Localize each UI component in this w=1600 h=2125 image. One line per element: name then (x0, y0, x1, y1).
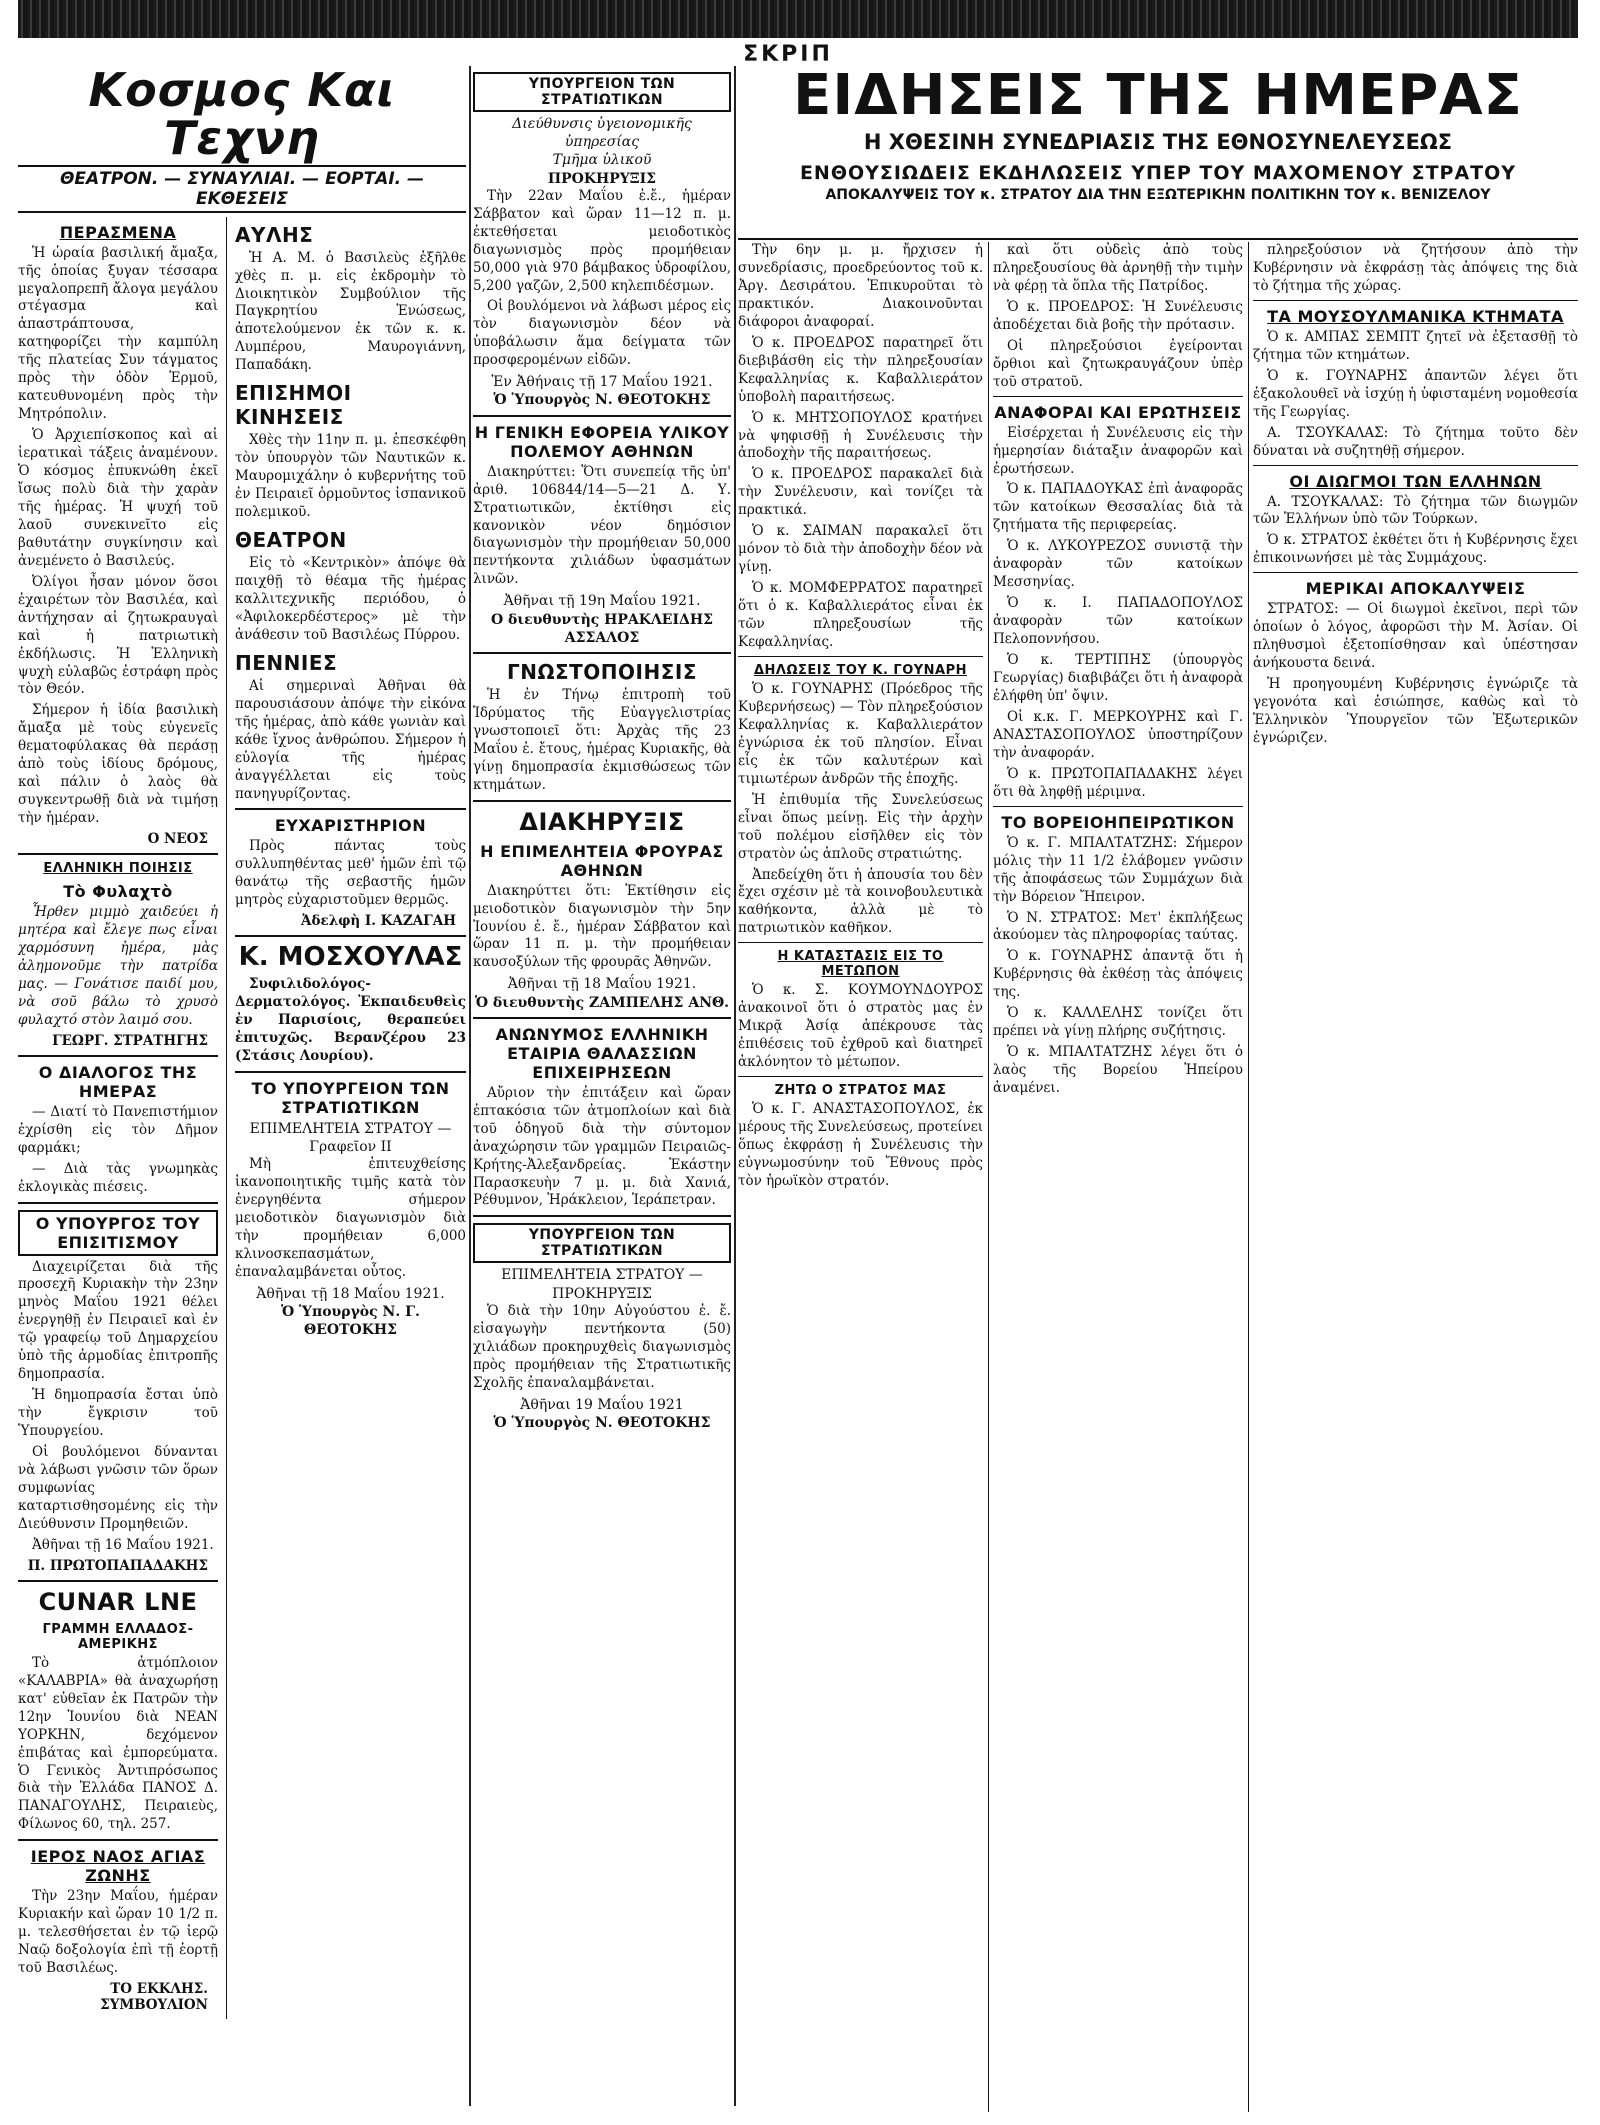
article-paragraph: Ὁ κ. ΜΗΤΣΟΠΟΥΛΟΣ κρατήνει νὰ ψηφισθῇ ἡ Συνέλευσις τὴν ἀποδοχὴν τῆς παραιτήσεως. (738, 409, 983, 462)
aulis-title: ΑΥΛΗΣ (235, 222, 314, 247)
strat-subtitle-2: ΕΠΙΜΕΛΗΤΕΙΑ ΣΤΡΑΤΟΥ — Γραφεῖον ΙΙ (249, 1121, 452, 1156)
diak-text: Διακηρύττει ὅτι: Ἐκτίθησιν εἰς μειοδοτικὸν διαγωνισμὸν τὴν 5ην Ἰουνίου ἐ. ἔ., ἡμέραν Σάββατον καὶ ὥραν 11 π. μ. τὴν προμήθειαν καυσοξύλων τῆς φρουρᾶς Ἀθηνῶν. (473, 882, 731, 971)
strat-text: Ὁ διὰ τὴν 10ην Αὐγούστου ἐ. ἔ. εἰσαγωγὴν πεντήκοντα (50) χιλιάδων προκηρυχθεὶς διαγωνισμὸς πρὸς προμήθειαν τῆς Στρατιωτικῆς Σχολῆς ἐπαναλαμβάνεται. (473, 1302, 731, 1391)
anafora-paragraph: Ὁ κ. ΠΑΠΑΔΟΥΚΑΣ ἐπὶ ἀναφορᾶς τῶν κατοίκων Θεσσαλίας διὰ τὰ ζητήματα τῆς περιφερείας. (993, 481, 1243, 534)
ministry-signature: Π. ΠΡΩΤΟΠΑΠΑΔΑΚΗΣ (27, 1557, 208, 1574)
diogmoi-title: ΟΙ ΔΙΩΓΜΟΙ ΤΩΝ ΕΛΛΗΝΩΝ (1289, 471, 1542, 491)
anafora-paragraph: Ὁ κ. ΠΡΩΤΟΠΑΠΑΔΑΚΗΣ λέγει ὅτι θὰ ληφθῇ μέριμνα. (993, 765, 1243, 800)
zito-text: Ὁ κ. Γ. ΑΝΑΣΤΑΣΟΠΟΥΛΟΣ, ἐκ μέρους τῆς Συνελεύσεως, προτείνει ὅπως ἐκφράσῃ ἡ Συνέλευσις τὴν εὐγνωμοσύνην τοῦ Ἔθνους πρὸς τὸν ἡρωϊκὸν στρατόν. (738, 1101, 983, 1189)
article-col-a (738, 242, 983, 2112)
main-headline-block (738, 66, 1578, 244)
gounaris-paragraph: Ὁ κ. ΓΟΥΝΑΡΗΣ (Πρόεδρος τῆς Κυβερνήσεως) — Τὸν πληρεξούσιον Κεφαλληνίας κ. Καβαλλιεράτον ἐγνώρισα ἐκ τοῦ πλησίον. Εἶναι εἷς ἐκ τῶν καλυτέρων καὶ τιμιωτέρων ἀνδρῶν τῆς ἐποχῆς. (738, 680, 983, 787)
gounaris-title: ΔΗΛΩΣΕΙΣ ΤΟΥ Κ. ΓΟΥΝΑΡΗ (753, 662, 968, 678)
article-paragraph: Ὁ κ. ΠΡΟΕΔΡΟΣ: Ἡ Συνέλευσις ἀποδέχεται διὰ βοῆς τὴν πρότασιν. (993, 298, 1243, 333)
diak-title: ΔΙΑΚΗΡΥΞΙΣ (519, 807, 685, 836)
past-paragraph: Ἡ ὡραία βασιλική ἄμαξα, τῆς ὁποίας ξυγαν τέσσαρα μεγαλοπρεπῆ ἄλογα μεγάλου στέγασμα καὶ ἀπαστράπτουσα, κατηφορίζει τὴν καμπύλη τῆς πλατείας Συν τάγματος πρὸς τὴν ὁδὸν Ἑρμοῦ, κατευθυνομένη πρὸς τὴν Μητρόπολιν. (18, 244, 218, 423)
anafora-title: ΑΝΑΦΟΡΑΙ ΚΑΙ ΕΡΩΤΗΣΕΙΣ (994, 402, 1242, 422)
dialog-line: — Διὰ τὰς γνωμηκὰς ἐκλογικὰς πιέσεις. (18, 1160, 218, 1195)
front-text: Ὁ κ. Σ. ΚΟΥΜΟΥΝΔΟΥΡΟΣ ἀνακοινοῖ ὅτι ὁ στρατὸς μας ἐν Μικρᾷ Ἀσίᾳ ἀπέκρουσε τὰς ἐπιθέσεις τοῦ ἐχθροῦ καὶ διατηρεῖ ἀκλόνητον τὸ μέτωπον. (738, 982, 983, 1071)
aulis-text: Ἡ Α. Μ. ὁ Βασιλεὺς ἐξῆλθε χθὲς π. μ. εἰς ἐκδρομὴν τὸ Διοικητικὸν Συμβούλιον τῆς Παγκρητίου Ἑνώσεως, ἀποτελούμενον ἐκ τῶν κ. κ. Λυμπέρου, Μαυρογιάννη, Παπαδάκη. (235, 249, 466, 374)
ephoria-title: Η ΓΕΝΙΚΗ ΕΦΟΡΕΙΑ ΥΛΙΚΟΥ ΠΟΛΕΜΟΥ ΑΘΗΝΩΝ (474, 422, 730, 461)
article-col-c (1253, 242, 1578, 2112)
theatre-text: Εἰς τὸ «Κεντρικὸν» ἀπόψε θὰ παιχθῇ τὸ θέαμα τῆς ἡμέρας καλλιτεχνικῆς περιόδου, ὁ «Ἀφιλοκερδέστερος» μὲ τὴν ἀνάθεσιν τοῦ Βασιλέως Πύρρου. (235, 555, 466, 643)
merikai-title: ΜΕΡΙΚΑΙ ΑΠΟΚΑΛΥΨΕΙΣ (1305, 579, 1526, 599)
anafora-paragraph: Ὁ κ. ΛΥΚΟΥΡΕΖΟΣ συνιστᾷ τὴν ἀναφορὰν τῶν κατοίκων Μεσσηνίας. (993, 538, 1243, 591)
strat-date: Ἀθῆναι 19 Μαΐου 1921 (520, 1396, 684, 1413)
article-paragraph: Ὁ κ. ΜΟΜΦΕΡΡΑΤΟΣ παρατηρεῖ ὅτι ὁ κ. Καβαλλιεράτος εἶναι ἐκ τῶν πληρεξουσίων τῆς Κεφαλληνίας. (738, 580, 983, 651)
ann-text: Τὴν 22αν Μαΐου ἐ.ἔ., ἡμέραν Σάββατον καὶ ὥραν 11—12 π. μ. ἐκτεθήσεται μειοδοτικὸς διαγωνισμὸς πρὸς προμήθειαν 50,000 γιὰ 970 βάμβακος ὑδροφίλου, 5,200 γαζῶν, 2,500 κηλεπιδέσμων. (473, 187, 731, 294)
voreio-paragraph: Ὁ κ. ΓΟΥΝΑΡΗΣ ἀπαντᾷ ὅτι ἡ Κυβέρνησις θὰ ἐκθέσῃ τὰς ἀπόψεις της. (993, 948, 1243, 1001)
paper-masthead: ΣΚΡΙΠ (743, 42, 833, 67)
diogmoi-paragraph: Ὁ κ. ΣΤΡΑΤΟΣ ἐκθέτει ὅτι ἡ Κυβέρνησις ἔχει ἐπικοινωνήσει μὲ τὰς Συμμάχους. (1253, 532, 1578, 567)
strat-subtitle: ΕΠΙΜΕΛΗΤΕΙΑ ΣΤΡΑΤΟΥ — ΠΡΟΚΗΡΥΞΙΣ (501, 1267, 703, 1302)
ann-signature: Ὁ Ὑπουργὸς Ν. ΘΕΟΤΟΚΗΣ (493, 392, 711, 409)
diogmoi-paragraph: Α. ΤΣΟΥΚΑΛΑΣ: Τὸ ζήτημα τῶν διωγμῶν τῶν Ἑλλήνων ὑπὸ τῶν Τούρκων. (1253, 493, 1578, 528)
poem-text: Ἦρθεν μιμμὸ χαιδεύει ἡ μητέρα καὶ ἔλεγε πως εἶναι χαρμόσυνη ἡμέρα, μὰς ἀλημονοῦμε τὴν πατρίδα μας. — Γονάτισε παιδί μου, νὰ σοῦ βάλω τὸ χρυσὸ φυλαχτό στὸν λαιμό σου. (18, 904, 218, 1028)
article-paragraph: Ὁ κ. ΠΡΟΕΔΡΟΣ παρακαλεῖ διὰ τὴν Συνέλευσιν, καὶ τονίζει τὰ πρακτικά. (738, 466, 983, 519)
gounaris-paragraph: Ἀπεδείχθη ὅτι ἡ ἀπουσία του δὲν ἔχει σχέσιν μὲ τὰ κοινοβουλευτικὰ καθήκοντα, ἀλλὰ μὲ τὸ πατριωτικὸν καθῆκον. (738, 866, 983, 937)
article-paragraph: Ὁ κ. ΠΡΟΕΔΡΟΣ παρατηρεῖ ὅτι διεβιβάσθη εἰς τὴν πληρεξουσίαν Κεφαλληνίας κ. Καβαλλιεράτον ὑποβολὴ παραιτήσεως. (738, 334, 983, 405)
kosmos-subtitle: ΘΕΑΤΡΟΝ. — ΣΥΝΑΥΛΙΑΙ. — ΕΟΡΤΑΙ. — ΕΚΘΕΣΕΙΣ (18, 167, 466, 213)
past-paragraph: Σήμερον ἡ ἰδία βασιλικὴ ἄμαξα μὲ τοὺς εὐγενεῖς θεματοφύλακας θὰ περάσῃ ἀπὸ τοὺς ἰδίους δρόμους, καὶ πάλιν ὁ λαὸς θὰ συγκεντρωθῇ διὰ νὰ τιμήσῃ τὴν ἡμέραν. (18, 702, 218, 827)
church-text: Τὴν 23ην Μαΐου, ἡμέραν Κυριακήν καὶ ὥραν 10 1/2 π. μ. τελεσθήσεται ἐν τῷ ἱερῷ Ναῷ δοξολογία ἐπὶ τῇ ἑορτῇ τοῦ Βασιλέως. (18, 1888, 218, 1977)
zito-title: ΖΗΤΩ Ο ΣΤΡΑΤΟΣ ΜΑΣ (774, 1083, 947, 1099)
diak-date: Ἀθῆναι τῇ 18 Μαΐου 1921. (507, 976, 697, 993)
gounaris-paragraph: Ἡ ἐπιθυμία τῆς Συνελεύσεως εἶναι ὅπως μείνῃ. Εἰς τὴν ἀρχὴν τοῦ πολέμου εἰσῆλθεν εἰς τὸν στρατὸν ὡς ἁπλοῦς στρατιώτης. (738, 791, 983, 862)
anafora-paragraph: Ὁ κ. ΤΕΡΤΙΠΗΣ (ὑπουργὸς Γεωργίας) διαβιβάζει ὅτι ἡ ἀναφορὰ ἐλήφθη ὑπ' ὄψιν. (993, 652, 1243, 704)
anafora-paragraph: Εἰσέρχεται ἡ Συνέλευσις εἰς τὴν ἡμερησίαν διάταξιν ἀναφορῶν καὶ ἐρωτήσεων. (993, 424, 1243, 477)
news-text: Αἱ σημεριναὶ Ἀθῆναι θὰ παρουσιάσουν ἀπόψε τὴν εἰκόνα τῆς ἡμέρας, ἀπὸ κάθε γωνιὰν καὶ κάθε ἴχνος ἀνθρώπου. Σήμερον ἡ εὐλογία τῆς ἡμέρας ἀναγγέλλεται εἰς τοὺς πανηγυρίζοντας. (235, 677, 466, 802)
ann-title: ΥΠΟΥΡΓΕΙΟΝ ΤΩΝ ΣΤΡΑΤΙΩΤΙΚΩΝ (473, 72, 731, 112)
poem-title: Τὸ Φυλαχτὸ (63, 882, 173, 902)
diak-subtitle: Η ΕΠΙΜΕΛΗΤΕΙΑ ΦΡΟΥΡΑΣ ΑΘΗΝΩΝ (480, 841, 724, 880)
official-text: Χθὲς τὴν 11ην π. μ. ἐπεσκέφθη τὸν ὑπουργὸν τῶν Ναυτικῶν κ. Μαυρομιχάλην ὁ κυβερνήτης τοῦ ἐν Πειραιεῖ ὁρμοῦντος ἰσπανικοῦ πολεμικοῦ. (235, 432, 466, 521)
diak-signature: Ὁ διευθυντὴς ΖΑΜΠΕΛΗΣ ΑΝΘ. (474, 994, 730, 1011)
article-paragraph: καὶ ὅτι οὐδεὶς ἀπὸ τοὺς πληρεξουσίους θὰ ἀρνηθῇ τὴν τιμὴν νὰ φέρῃ τὰ ὅπλα τῆς Πατρίδος. (993, 242, 1243, 294)
voreio-paragraph: Ὁ κ. ΚΑΛΛΕΛΗΣ τονίζει ὅτι πρέπει νὰ γίνῃ πλήρης συζήτησις. (993, 1005, 1243, 1040)
voreio-paragraph: Ὁ Ν. ΣΤΡΑΤΟΣ: Μετ' ἐκπλήξεως ἀκούομεν τὰς πληροφορίας ταύτας. (993, 909, 1243, 944)
ephoria-date: Ἀθῆναι τῇ 19η Μαΐου 1921. (503, 593, 701, 610)
poem-signature: ΓΕΩΡΓ. ΣΤΡΑΤΗΓΗΣ (52, 1032, 208, 1049)
voreio-paragraph: Ὁ κ. ΜΠΑΛΤΑΤΖΗΣ λέγει ὅτι ὁ λαὸς τῆς Βορείου Ἠπείρου ἀναμένει. (993, 1044, 1243, 1097)
past-title: ΠΕΡΑΣΜΕΝΑ (59, 222, 177, 242)
cunar-text: Τὸ ἀτμόπλοιον «ΚΑΛΑΒΡΙΑ» θὰ ἀναχωρήσῃ κατ' εὐθεῖαν ἐκ Πατρῶν τὴν 12ην Ἰουνίου διὰ ΝΕΑΝ ΥΟΡΚΗΝ, δεχόμενον ἐπιβάτας καὶ ἐμπορεύματα. Ὁ Γενικὸς Ἀντιπρόσωπος διὰ τὴν Ἑλλάδα ΠΑΝΟΣ Δ. ΠΑΝΑΓΟΥΛΗΣ, Πειραιεὺς, Φίλωνος 60, τηλ. 257. (18, 1654, 218, 1833)
top-scan-band (18, 0, 1578, 38)
church-signature: ΤΟ ΕΚΚΛΗΣ. ΣΥΜΒΟΥΛΙΟΝ (100, 1981, 208, 2014)
ad-name: Κ. ΜΟΣΧΟΥΛΑΣ (238, 942, 463, 973)
mousoulmanika-paragraph: Α. ΤΣΟΥΚΑΛΑΣ: Τὸ ζήτημα τοῦτο δὲν δύναται νὰ συζητηθῇ σήμερον. (1253, 424, 1578, 459)
strat-signature-2: Ὁ Ὑπουργὸς Ν. Γ. ΘΕΟΤΟΚΗΣ (281, 1304, 420, 1339)
eteria-title: ΑΝΩΝΥΜΟΣ ΕΛΛΗΝΙΚΗ ΕΤΑΙΡΙΑ ΘΑΛΑΣΣΙΩΝ ΕΠΙΧΕΙΡΗΣΕΩΝ (495, 1024, 709, 1082)
ministry-date: Ἀθῆναι τῇ 16 Μαΐου 1921. (32, 1536, 214, 1553)
anafora-paragraph: Οἱ κ.κ. Γ. ΜΕΡΚΟΥΡΗΣ καὶ Γ. ΑΝΑΣΤΑΣΟΠΟΥΛΟΣ ὑποστηρίζουν τὴν ἀναφοράν. (993, 708, 1243, 761)
ministry-paragraph: Ἡ δημοπρασία ἔσται ὑπὸ τὴν ἔγκρισιν τοῦ Ὑπουργείου. (18, 1387, 218, 1440)
mousoulmanika-paragraph: Ὁ κ. ΓΟΥΝΑΡΗΣ ἀπαντῶν λέγει ὅτι ἐξακολουθεῖ νὰ ἰσχύῃ ἡ ὑφισταμένη νομοθεσία τῆς Γεωργίας. (1253, 367, 1578, 420)
headline-sub-2: ΕΝΘΟΥΣΙΩΔΕΙΣ ΕΚΔΗΛΩΣΕΙΣ ΥΠΕΡ ΤΟΥ ΜΑΧΟΜΕΝΟΥ ΣΤΡΑΤΟΥ (799, 162, 1517, 184)
thanks-text: Πρὸς πάντας τοὺς συλλυπηθέντας μεθ' ἡμῶν ἐπὶ τῷ θανάτῳ τῆς σεβαστῆς ἡμῶν μητρὸς εὐχαριστοῦμεν θερμῶς. (235, 838, 466, 909)
church-title: ΙΕΡΟΣ ΝΑΟΣ ΑΓΙΑΣ ΖΩΝΗΣ (30, 1847, 206, 1886)
article-paragraph: Ὁ κ. ΣΑΙΜΑΝ παρακαλεῖ ὅτι μόνον τὸ διὰ τὴν ἀποδοχὴν δέον νὰ γίνῃ. (738, 523, 983, 576)
ad-text: Συφιλιδολόγος-Δερματολόγος. Ἐκπαιδευθεὶς ἐν Παρισίοις, θεραπεύει ἐπιτυχῶς. Βερανζέρου 23 (Στάσις Λουρίου). (235, 976, 466, 1065)
article-paragraph: Τὴν 6ην μ. μ. ἤρχισεν ἡ συνεδρίασις, προεδρεύοντος τοῦ κ. Ἀργ. Δεσιράτου. Ἐπικυροῦται τὸ πρακτικόν. Διακοινοῦνται διάφοροι ἀναφοραί. (738, 242, 983, 330)
ann-subtitle-2: Τμῆμα ὑλικοῦ (552, 152, 652, 169)
article-paragraph: πληρεξούσιον νὰ ζητήσουν ἀπὸ τὴν Κυβέρνησιν νὰ ἐκφράσῃ τὰς ἀπόψεις της διὰ τὸ ζήτημα τῆς χώρας. (1253, 242, 1578, 294)
kosmos-right-subcol (226, 217, 466, 2019)
past-paragraph: Ὁ Ἀρχιεπίσκοπος καὶ αἱ ἱερατικαὶ τάξεις ἀναμένουν. Ὁ κόσμος ἐπυκνώθη ἐκεῖ ἴσως πολὺ διὰ τὴν χαρὰν τῆς ἡμέρας. Ἡ ψυχή τοῦ λαοῦ συνεκινεῖτο εἰς βαθυτάτην συγκίνησιν καὶ ἀνεμένετο ὁ Βασιλεύς. (18, 427, 218, 569)
news-title: ΠΕΝΝΙΕΣ (235, 650, 338, 675)
ministry-paragraph: Οἱ βουλόμενοι δύνανται νὰ λάβωσι γνῶσιν τῶν ὅρων συμφωνίας καταρτισθησομένης εἰς τὴν Διεύθυνσιν Προμηθειῶν. (18, 1444, 218, 1532)
mousoulmanika-title: ΤΑ ΜΟΥΣΟΥΛΜΑΝΙΚΑ ΚΤΗΜΑΤΑ (1267, 306, 1564, 326)
poetry-label: ΕΛΛΗΝΙΚΗ ΠΟΙΗΣΙΣ (43, 861, 193, 877)
dialog-line: — Διατί τὸ Πανεπιστήμιον ἐχρίσθη εἰς τὸν Δῆμον φαρμάκι; (18, 1103, 218, 1156)
thanks-title: ΕΥΧΑΡΙΣΤΗΡΙΟΝ (274, 816, 427, 836)
kosmos-header: Κοσμος Και Τεχνη (18, 66, 466, 167)
headline-sub-3: ΑΠΟΚΑΛΥΨΕΙΣ ΤΟΥ κ. ΣΤΡΑΤΟΥ ΔΙΑ ΤΗΝ ΕΞΩΤΕΡΙΚΗΝ ΠΟΛΙΤΙΚΗΝ ΤΟΥ κ. ΒΕΝΙΖΕΛΟΥ (825, 187, 1491, 203)
eteria-text: Αὔριον τὴν ἐπιτάξειν καὶ ὥραν ἐπτακόσια τῶν ἀτμοπλοίων καὶ διὰ τοῦ ὁδηγοῦ διὰ τὴν σύντομον ἀναχώρησιν τῶν γραμμῶν Πειραιῶς-Κρήτης-Ἀλεξανδρείας. Ἐκάστην Παρασκευὴν 7 μ. μ. διὰ Χανιά, Ρέθυμνον, Ἡράκλειον, Ἱεράπετραν. (473, 1084, 731, 1209)
ephoria-signature: Ο διευθυντὴς ΗΡΑΚΛΕΙΔΗΣ ΑΣΣΑΛΟΣ (490, 611, 714, 646)
official-title: ΕΠΙΣΗΜΟΙ ΚΙΝΗΣΕΙΣ (235, 381, 352, 430)
past-paragraph: Ὀλίγοι ἦσαν μόνον ὅσοι ἐχαιρέτων τὸν Βασιλέα, καὶ ἀντήχησαν αἱ ζητωκραυγαὶ καὶ ἡ πατριωτικὴ ἐκδήλωσις. Ἡ Ἑλληνικὴ ψυχὴ εὐλαβῶς ἐστράφη πρὸς τὸν Θεόν. (18, 573, 218, 698)
dialog-title: Ο ΔΙΑΛΟΓΟΣ ΤΗΣ ΗΜΕΡΑΣ (38, 1062, 198, 1101)
voreio-paragraph: Ὁ κ. Γ. ΜΠΑΛΤΑΤΖΗΣ: Σήμερον μόλις τὴν 11 1/2 ἐλάβομεν γνῶσιν τῆς ἀποφάσεως τῶν Συμμάχων διὰ τὴν Βόρειον Ἤπειρον. (993, 834, 1243, 905)
cunar-subtitle: ΓΡΑΜΜΗ ΕΛΛΑΔΟΣ-ΑΜΕΡΙΚΗΣ (42, 1621, 194, 1652)
front-title: Η ΚΑΤΑΣΤΑΣΙΣ ΕΙΣ ΤΟ ΜΕΤΩΠΟΝ (777, 949, 944, 980)
strat-title: ΥΠΟΥΡΓΕΙΟΝ ΤΩΝ ΣΤΡΑΤΙΩΤΙΚΩΝ (473, 1223, 731, 1263)
anafora-paragraph: Ὁ κ. Ι. ΠΑΠΑΔΟΠΟΥΛΟΣ ἀναφορὰν τῶν κατοίκων Πελοποννήσου. (993, 595, 1243, 648)
column-kosmos (18, 66, 466, 2106)
cunar-title: CUNAR LNE (38, 1587, 198, 1616)
theatre-title: ΘΕΑΤΡΟΝ (235, 528, 347, 553)
past-signature: Ο ΝΕΟΣ (147, 831, 208, 848)
merikai-paragraph: Ἡ προηγουμένη Κυβέρνησις ἐγνώριζε τὰ γεγονότα καὶ ἐσιώπησε, καθὼς καὶ τὸ Ἑλληνικὸν Ὑπουργεῖον τῶν Ἐξωτερικῶν ἐγνώριζεν. (1253, 676, 1578, 747)
voreio-title: ΤΟ ΒΟΡΕΙΟΗΠΕΙΡΩΤΙΚΟΝ (1001, 812, 1235, 832)
ann-text-2: Οἱ βουλόμενοι νὰ λάβωσι μέρος εἰς τὸν διαγωνισμὸν δέον νὰ ὑποβάλωσιν ἅμα δείγματα τῶν προσφερομένων εἰδῶν. (473, 298, 731, 369)
article-col-b (993, 242, 1243, 2112)
ann-subtitle-1: Διεύθυνσις ὑγειονομικῆς ὑπηρεσίας (512, 116, 692, 151)
column-announcements (473, 66, 731, 2106)
gnost-text: Ἡ ἐν Τήνῳ ἐπιτροπὴ τοῦ Ἱδρύματος τῆς Εὐαγγελιστρίας γνωστοποιεῖ ὅτι: Ἀρχὰς τῆς 23 Μαΐου ἐ. ἔτους, ἡμέρας Κυριακῆς, θὰ γίνῃ δημοπρασία ἐκμισθώσεως τῶν κτημάτων. (473, 686, 731, 793)
mousoulmanika-paragraph: Ὁ κ. ΑΜΠΑΣ ΣΕΜΠΤ ζητεῖ νὰ ἐξετασθῇ τὸ ζήτημα τῶν κτημάτων. (1253, 328, 1578, 363)
ann-subtitle-3: ΠΡΟΚΗΡΥΞΙΣ (547, 170, 657, 187)
ministry-title: Ο ΥΠΟΥΡΓΟΣ ΤΟΥ ΕΠΙΣΙΤΙΣΜΟΥ (18, 1210, 218, 1256)
ephoria-text: Διακηρύττει: Ὅτι συνεπείᾳ τῆς ὑπ' ἀριθ. 106844/14—5—21 Δ. Υ. Στρατιωτικῶν, ἐκτίθησι εἰς κανονικὸν νέον δημόσιον διαγωνισμὸν τὴν προμήθειαν 50,000 πεντήκοντα χιλιάδων ὑφασμάτων λινῶν. (473, 463, 731, 588)
strat-date-2: Ἀθῆναι τῇ 18 Μαΐου 1921. (256, 1286, 445, 1303)
thanks-signature: Ἀδελφὴ Ι. ΚΑΖΑΓΑΗ (301, 913, 456, 930)
gnost-title: ΓΝΩΣΤΟΠΟΙΗΣΙΣ (507, 659, 697, 684)
strat-text-2: Μὴ ἐπιτευχθείσης ἱκανοποιητικῆς τιμῆς κατὰ τὸν ἐνεργηθέντα σήμερον μειοδοτικὸν διαγωνισμὸν διὰ τὴν προμήθειαν 6,000 κλινοσκεπασμάτων, ἐπαναλαμβάνεται οὗτος. (235, 1156, 466, 1281)
strat-signature: Ὁ Ὑπουργὸς Ν. ΘΕΟΤΟΚΗΣ (493, 1414, 711, 1431)
kosmos-left-subcol (18, 217, 218, 2019)
article-paragraph: Οἱ πληρεξούσιοι ἐγείρονται ὄρθιοι καὶ ζητωκραυγάζουν ὑπὲρ τοῦ στρατοῦ. (993, 337, 1243, 390)
ann-date: Ἐν Ἀθήναις τῇ 17 Μαΐου 1921. (491, 374, 713, 391)
headline-sub-1: Η ΧΘΕΣΙΝΗ ΣΥΝΕΔΡΙΑΣΙΣ ΤΗΣ ΕΘΝΟΣΥΝΕΛΕΥΣΕΩΣ (863, 130, 1453, 154)
strat-title-2: ΤΟ ΥΠΟΥΡΓΕΙΟΝ ΤΩΝ ΣΤΡΑΤΙΩΤΙΚΩΝ (251, 1079, 450, 1118)
merikai-paragraph: ΣΤΡΑΤΟΣ: — Οἱ διωγμοὶ ἐκεῖνοι, περὶ τῶν ὁποίων ὁ λόγος, ἀφορῶσι τὴν Μ. Ἀσίαν. Οἱ πληθυσμοὶ ἐξετοπίσθησαν καὶ ὑπέστησαν ἀνήκουστα δεινά. (1253, 601, 1578, 672)
main-article (738, 242, 1578, 2112)
ministry-paragraph: Διαχειρίζεται διὰ τῆς προσεχῆ Κυριακὴν τὴν 23ην μηνὸς Μαΐου 1921 θέλει ἐνεργηθῇ ἐν Πειραιεῖ καὶ ἐν τῷ γραφείῳ τοῦ Δημαρχείου ὑπὸ τῆς ἀρμοδίας ἐπιτροπῆς δημοπρασία. (18, 1258, 218, 1383)
newspaper-page (18, 0, 1578, 2125)
main-headline: ΕΙΔΗΣΕΙΣ ΤΗΣ ΗΜΕΡΑΣ (793, 66, 1523, 128)
